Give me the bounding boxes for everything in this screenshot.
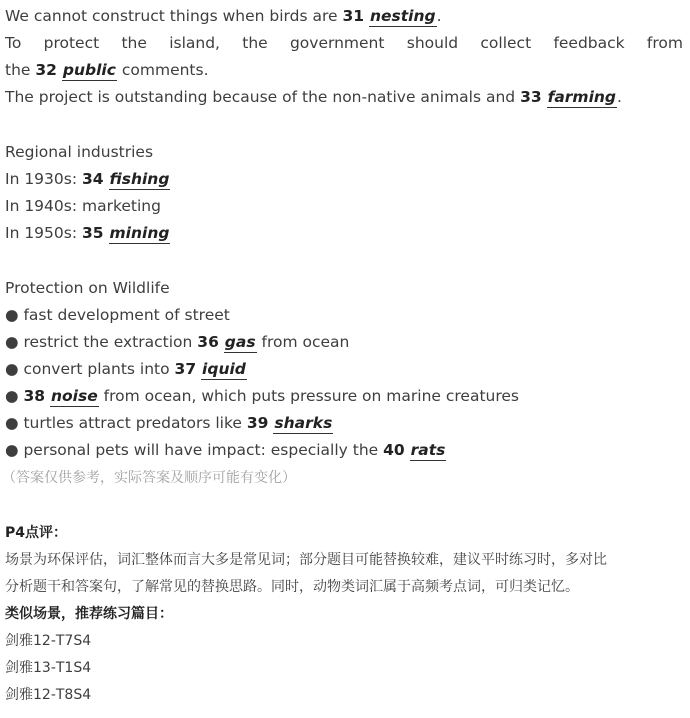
bullet-text: ● turtles attract predators like — [5, 414, 247, 432]
bullet-item — [5, 437, 446, 464]
sentence-text: the — [5, 61, 36, 79]
answer-word: iquid — [202, 360, 246, 378]
question-number: 34 — [82, 170, 104, 188]
row-text: In 1950s: — [5, 224, 82, 242]
question-number: 36 — [197, 333, 219, 351]
bullet-text: ● convert plants into — [5, 360, 175, 378]
answer-word: noise — [50, 387, 98, 405]
word: collect — [480, 34, 532, 52]
word: should — [406, 34, 459, 52]
question-number: 37 — [174, 360, 197, 378]
practice-item: 剑雅12-T8S4 — [5, 687, 92, 703]
word: from — [646, 34, 683, 52]
answer-word: mining — [109, 224, 170, 242]
sentence-text: . — [617, 88, 622, 106]
question-number: 35 — [82, 224, 104, 242]
word: To — [5, 34, 22, 52]
similar-practice-title: 类似场景，推荐练习篇目： — [5, 606, 173, 622]
answer-word: fishing — [109, 170, 170, 188]
answer-word: rats — [410, 441, 446, 459]
question-number: 40 — [383, 441, 405, 459]
word: the — [121, 34, 147, 52]
industry-row-1930s — [5, 166, 170, 193]
answer-word: gas — [224, 333, 256, 351]
review-paragraph-line-1: 场景为环保评估，词汇整体而言大多是常见词；部分题目可能替换较难，建议平时练习时，多对比 — [5, 552, 607, 568]
industry-row-1950s — [5, 220, 170, 247]
bullet-item — [5, 356, 247, 383]
word: island, — [169, 34, 220, 52]
answer-word: sharks — [274, 414, 333, 432]
section-heading-regional-industries: Regional industries — [5, 143, 154, 161]
word: protect — [43, 34, 100, 52]
industry-row-1940s — [5, 193, 161, 220]
word: the — [242, 34, 268, 52]
practice-item: 剑雅13-T1S4 — [5, 660, 92, 676]
sentence-text: We cannot construct things when birds are — [5, 7, 343, 25]
bullet-item — [5, 410, 333, 437]
practice-item: 剑雅12-T7S4 — [5, 633, 92, 649]
word: feedback — [553, 34, 625, 52]
sentence-text: The project is outstanding because of the non-native animals and — [5, 88, 521, 106]
bullet-text: from ocean, which puts pressure on marine creatures — [98, 387, 519, 405]
review-title: P4点评： — [5, 525, 68, 541]
bullet-text: ● personal pets will have impact: especially the — [5, 441, 384, 459]
answer-word: public — [62, 61, 116, 79]
row-text: In 1940s: marketing — [5, 197, 161, 215]
review-paragraph-line-2: 分析题干和答案句，了解常见的替换思路。同时，动物类词汇属于高频考点词，可归类记忆。 — [5, 579, 579, 595]
bullet-text: ● — [5, 387, 24, 405]
question-number: 39 — [246, 414, 269, 432]
sentence-text: . — [436, 7, 442, 25]
sentence-text: comments. — [116, 61, 209, 79]
sentence-32-first-line — [5, 30, 683, 57]
bullet-item — [5, 329, 349, 356]
sentence-31 — [5, 3, 442, 30]
bullet-item — [5, 302, 230, 329]
sentence-32-second-line — [5, 57, 209, 84]
answer-disclaimer-note: （答案仅供参考，实际答案及顺序可能有变化） — [2, 470, 296, 486]
row-text: In 1930s: — [5, 170, 82, 188]
bullet-text: ● restrict the extraction — [5, 333, 198, 351]
answer-word: farming — [547, 88, 617, 106]
bullet-item — [5, 383, 519, 410]
question-number: 31 — [342, 7, 365, 25]
section-heading-protection-wildlife: Protection on Wildlife — [5, 279, 170, 297]
answer-word: nesting — [370, 7, 436, 25]
question-number: 33 — [520, 88, 542, 106]
bullet-text: ● fast development of street — [5, 306, 230, 324]
word: government — [289, 34, 385, 52]
bullet-text: from ocean — [256, 333, 350, 351]
question-number: 32 — [35, 61, 57, 79]
sentence-33 — [5, 84, 622, 111]
question-number: 38 — [23, 387, 46, 405]
